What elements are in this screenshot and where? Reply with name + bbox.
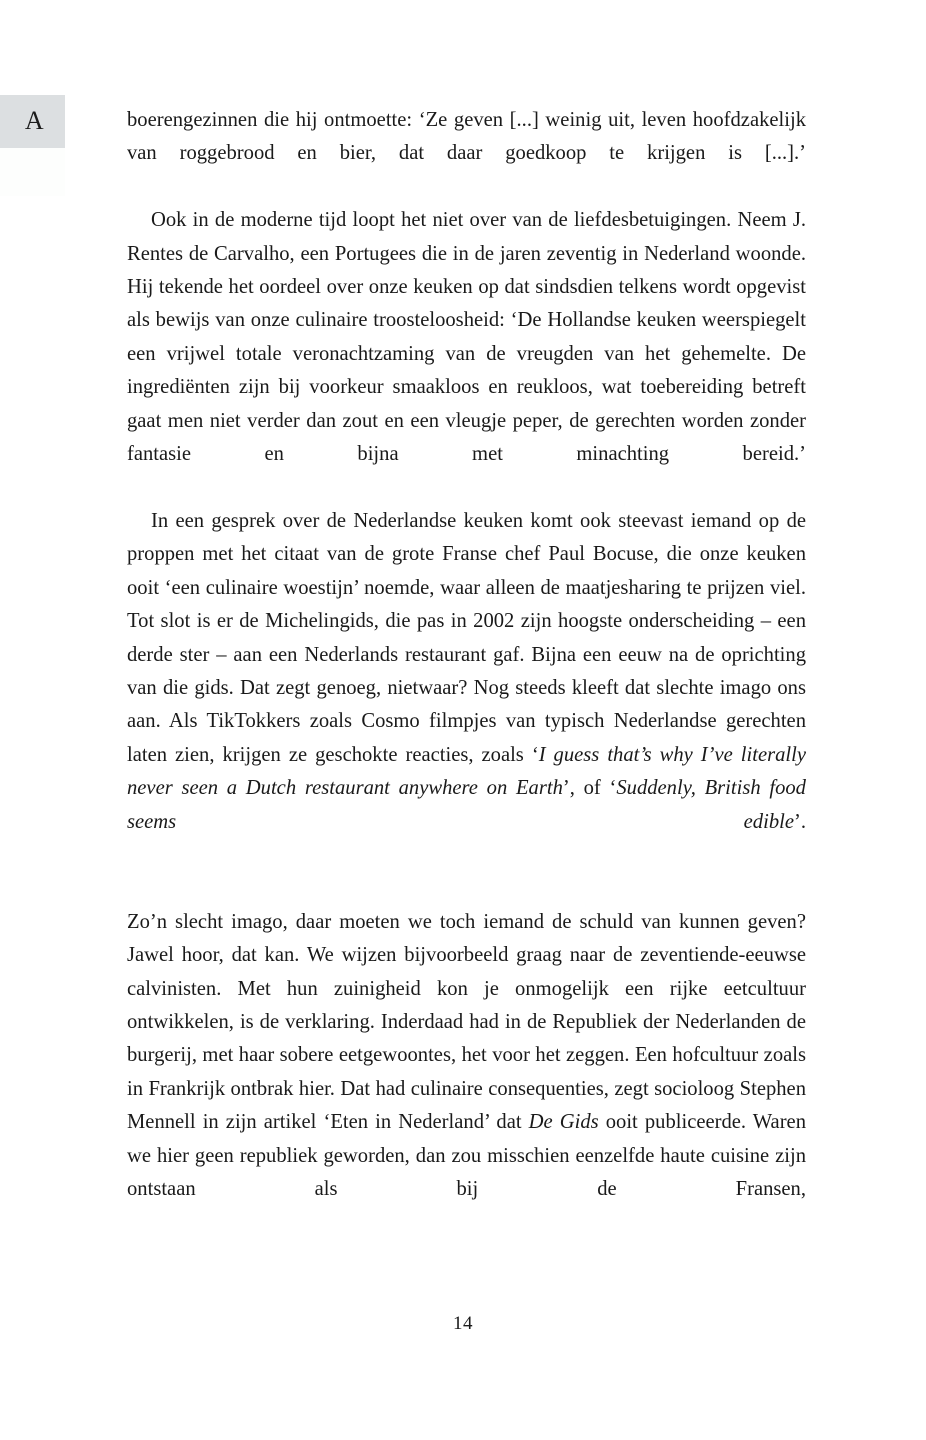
- chapter-letter-label: A: [24, 105, 45, 135]
- page-number: 14: [453, 1313, 473, 1334]
- italic-run: I guess that’s why I’ve literally never seen a Dutch restaurant anywhere on Earth: [127, 743, 806, 800]
- body-text-column: [127, 104, 806, 1240]
- body-paragraph: [127, 906, 806, 1240]
- italic-run: De Gids: [528, 1111, 599, 1134]
- text-run: boerengezinnen die hij ontmoette: ‘Ze geven [...] weinig uit, leven hoofdzakelijk van roggebrood en bier, dat daar goedkoop te krijgen is [...].’: [127, 109, 806, 165]
- chapter-letter-badge-shadow: [0, 148, 65, 196]
- body-paragraph: [127, 104, 806, 204]
- text-run: Zo’n slecht imago, daar moeten we toch iemand de schuld van kunnen geven? Jawel hoor, dat kan. We wijzen bijvoorbeeld graag naar de zeventiende-eeuwse calvinisten. Met hun zuinigheid kon je onmogelijk een rijke eetcultuur ontwikkelen, is de verklaring. Inderdaad had in de Republiek der Nederlanden de burgerij, met haar sobere eetgewoontes, het voor het zeggen. Een hofcultuur zoals in Frankrijk ontbrak hier. Dat had culinaire consequenties, zegt socioloog Stephen Mennell in zijn artikel ‘Eten in Nederland’ dat: [127, 910, 806, 1134]
- body-paragraph: [127, 505, 806, 872]
- text-run: ’.: [793, 810, 806, 833]
- text-run: ’, of ‘: [562, 777, 617, 800]
- body-paragraph: [127, 204, 806, 505]
- text-run: ooit publiceerde. Waren we hier geen republiek geworden, dan zou misschien eenzelfde haute cuisine zijn ontstaan als bij de Fransen,: [127, 1111, 806, 1200]
- text-run: Ook in de moderne tijd loopt het niet over van de liefdesbetuigingen. Neem J. Rentes de Carvalho, een Portugees die in de jaren zeventig in Nederland woonde. Hij tekende het oordeel over onze keuken op dat sindsdien telkens wordt opgevist als bewijs van onze culinaire troosteloosheid: ‘De Hollandse keuken weerspiegelt een vrijwel totale veronachtzaming van de vreugden van het gehemelte. De ingrediënten zijn bij voorkeur smaakloos en reukloos, wat toebereiding betreft gaat men niet verder dan zout en een vleugje peper, de gerechten worden zonder fantasie en bijna met minachting bereid.’: [127, 209, 806, 466]
- text-run: In een gesprek over de Nederlandse keuken komt ook steevast iemand op de proppen met het citaat van de grote Franse chef Paul Bocuse, die onze keuken ooit ‘een culinaire woestijn’ noemde, waar alleen de maatjesharing te prijzen viel. Tot slot is er de Michelingids, die pas in 2002 zijn hoogste onderscheiding – een derde ster – aan een Nederlands restaurant gaf. Bijna een eeuw na de oprichting van die gids. Dat zegt genoeg, nietwaar? Nog steeds kleeft dat slechte imago ons aan. Als TikTokkers zoals Cosmo filmpjes van typisch Nederlandse gerechten laten zien, krijgen ze geschokte reacties, zoals ‘: [127, 509, 806, 766]
- chapter-letter-badge: [0, 95, 65, 148]
- italic-run: Suddenly, British food seems edible: [127, 777, 806, 833]
